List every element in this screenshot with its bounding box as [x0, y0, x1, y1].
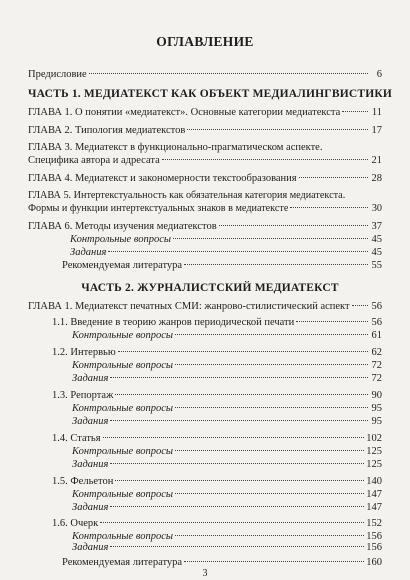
- toc-entry-p2-literature: [62, 556, 382, 569]
- leader-dots: [115, 394, 368, 395]
- toc-entry-p1-ch2: [28, 124, 382, 137]
- leader-dots: [110, 463, 364, 464]
- entry-page: 61: [371, 330, 382, 341]
- leader-dots: [184, 561, 364, 562]
- toc-entry-s15: [52, 475, 382, 488]
- leader-dots: [110, 420, 368, 421]
- entry-page: 147: [366, 489, 382, 500]
- entry-page: 125: [366, 459, 382, 470]
- toc-entry-s14-tasks: [72, 458, 382, 471]
- toc-entry-s12-questions: [72, 359, 382, 372]
- entry-text: ГЛАВА 6. Методы изучения медиатекстов: [28, 221, 217, 232]
- entry-page: 147: [366, 502, 382, 513]
- entry-text: Контрольные вопросы: [72, 531, 174, 542]
- entry-text: ГЛАВА 4. Медиатекст и закономерности текстообразования: [28, 173, 297, 184]
- entry-text: Рекомендуемая литература: [62, 260, 183, 271]
- toc-entry-p1-ch3: [28, 141, 382, 167]
- leader-dots: [110, 377, 368, 378]
- toc-entry-s13-questions: [72, 402, 382, 415]
- leader-dots: [175, 334, 368, 335]
- leader-dots: [103, 437, 365, 438]
- entry-page: 55: [371, 260, 382, 271]
- entry-page: 125: [366, 446, 382, 457]
- toc-entry-s11-questions: [72, 329, 382, 342]
- leader-dots: [290, 207, 368, 208]
- toc-entry-p1-ch6: [28, 220, 382, 233]
- entry-page: 56: [371, 301, 382, 312]
- entry-text: 1.6. Очерк: [52, 518, 99, 529]
- entry-text: Контрольные вопросы: [72, 446, 174, 457]
- toc-entry-s15-questions: [72, 488, 382, 501]
- entry-text: ГЛАВА 1. Медиатекст печатных СМИ: жанрово-стилистический аспект: [28, 301, 350, 312]
- entry-page: 102: [366, 433, 382, 444]
- entry-text: ГЛАВА 1. О понятии «медиатекст». Основные категории медиатекста: [28, 107, 341, 118]
- entry-page: 72: [371, 360, 382, 371]
- entry-page: 45: [371, 234, 382, 245]
- leader-dots: [115, 480, 364, 481]
- entry-page: 45: [371, 247, 382, 258]
- toc-entry-s11: [52, 316, 382, 329]
- toc-entry-p1-ch1: [28, 106, 382, 119]
- entry-text: Контрольные вопросы: [72, 403, 174, 414]
- entry-page: 152: [366, 518, 382, 529]
- part2-title: ЧАСТЬ 2. ЖУРНАЛИСТСКИЙ МЕДИАТЕКСТ: [81, 282, 339, 294]
- leader-dots: [110, 506, 364, 507]
- entry-text: 1.3. Репортаж: [52, 390, 114, 401]
- entry-text: Контрольные вопросы: [72, 330, 174, 341]
- entry-page: 21: [371, 155, 382, 166]
- toc-entry-s15-tasks: [72, 501, 382, 514]
- toc-entry-p1-literature: [62, 259, 382, 272]
- entry-page: 160: [366, 557, 382, 568]
- toc-entry-s13: [52, 389, 382, 402]
- entry-page: 30: [371, 203, 382, 214]
- part1-title: ЧАСТЬ 1. МЕДИАТЕКСТ КАК ОБЪЕКТ МЕДИАЛИНГВИСТИКИ: [28, 88, 393, 100]
- toc-entry-s13-tasks: [72, 415, 382, 428]
- leader-dots: [108, 251, 368, 252]
- leader-dots: [175, 493, 364, 494]
- leader-dots: [162, 159, 368, 160]
- entry-text: 1.4. Статья: [52, 433, 101, 444]
- entry-text-cont: Формы и функции интертекстуальных знаков в медиатексте: [28, 203, 289, 214]
- entry-text-cont: Специфика автора и адресата: [28, 155, 160, 166]
- entry-page: 90: [371, 390, 382, 401]
- entry-page: 56: [371, 317, 382, 328]
- entry-text: ГЛАВА 2. Типология медиатекстов: [28, 125, 186, 136]
- leader-dots: [352, 305, 368, 306]
- leader-dots: [110, 546, 364, 547]
- entry-page: 95: [371, 403, 382, 414]
- entry-page: 95: [371, 416, 382, 427]
- entry-text: Задания: [72, 416, 109, 427]
- entry-text: Контрольные вопросы: [70, 234, 172, 245]
- toc-entry-s16: [52, 517, 382, 530]
- toc-entry-p2-ch1: [28, 300, 382, 313]
- toc-entry-preface: [28, 68, 382, 81]
- entry-text: Задания: [72, 542, 109, 553]
- leader-dots: [299, 177, 368, 178]
- entry-page: 140: [366, 476, 382, 487]
- toc-entry-p1-ch4: [28, 172, 382, 185]
- entry-page: 156: [366, 531, 382, 542]
- entry-text: Контрольные вопросы: [72, 360, 174, 371]
- entry-page: 156: [366, 542, 382, 553]
- entry-page: 11: [371, 107, 382, 118]
- entry-text: ГЛАВА 3. Медиатекст в функционально-прагматическом аспекте.: [28, 142, 323, 153]
- toc-entry-s16-tasks: [72, 541, 382, 554]
- toc-entry-s12: [52, 346, 382, 359]
- toc-entry-p1-ch5: [28, 189, 382, 215]
- entry-text: Задания: [70, 247, 107, 258]
- entry-text: ГЛАВА 5. Интертекстуальность как обязательная категория медиатекста.: [28, 190, 346, 201]
- entry-page: 72: [371, 373, 382, 384]
- entry-page: 37: [371, 221, 382, 232]
- leader-dots: [175, 535, 364, 536]
- toc-entry-s12-tasks: [72, 372, 382, 385]
- leader-dots: [175, 364, 368, 365]
- entry-text: Предисловие: [28, 69, 87, 80]
- leader-dots: [175, 450, 364, 451]
- leader-dots: [219, 225, 368, 226]
- page-title: ОГЛАВЛЕНИЕ: [156, 34, 254, 49]
- leader-dots: [187, 129, 368, 130]
- toc-entry-p1-ch6-tasks: [70, 246, 382, 259]
- entry-page: 17: [371, 125, 382, 136]
- entry-page: 6: [376, 69, 382, 80]
- entry-text: 1.2. Интервью: [52, 347, 116, 358]
- leader-dots: [342, 111, 368, 112]
- entry-text: Рекомендуемая литература: [62, 557, 183, 568]
- leader-dots: [118, 351, 368, 352]
- leader-dots: [100, 522, 364, 523]
- toc-entry-s14: [52, 432, 382, 445]
- leader-dots: [184, 264, 368, 265]
- entry-text: Задания: [72, 373, 109, 384]
- leader-dots: [89, 73, 368, 74]
- toc-entry-p1-ch6-questions: [70, 233, 382, 246]
- leader-dots: [173, 238, 368, 239]
- entry-text: Задания: [72, 502, 109, 513]
- entry-text: Контрольные вопросы: [72, 489, 174, 500]
- entry-page: 28: [371, 173, 382, 184]
- entry-text: Задания: [72, 459, 109, 470]
- toc-entry-s14-questions: [72, 445, 382, 458]
- entry-text: 1.1. Введение в теорию жанров периодической печати: [52, 317, 295, 328]
- leader-dots: [296, 321, 368, 322]
- leader-dots: [175, 407, 368, 408]
- page-number: 3: [202, 568, 208, 579]
- entry-text: 1.5. Фельетон: [52, 476, 114, 487]
- entry-page: 62: [371, 347, 382, 358]
